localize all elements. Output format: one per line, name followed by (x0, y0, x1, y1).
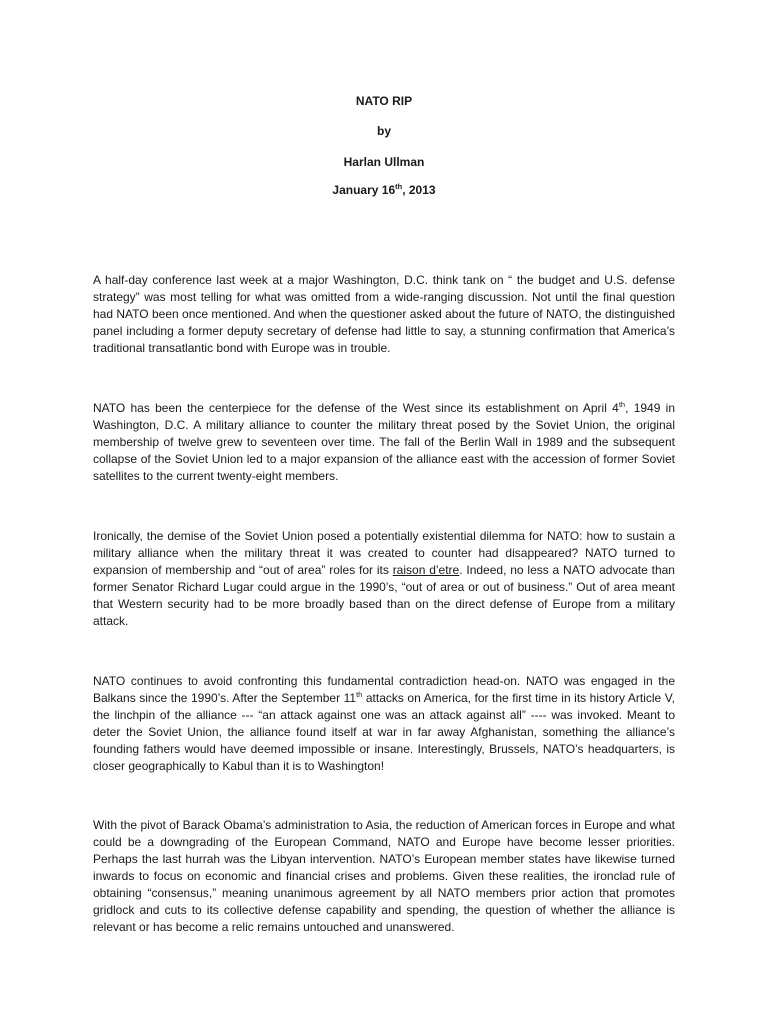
paragraph-4-part-b: attacks on America, for the first time in its history Article V, the linchpin of the alliance --- “an attack against one was an attack against all” ---- was invoked. Meant to deter the Soviet Union, the alliance found itself at war in far away Afghanistan, something the alliance’s founding fathers would have deemed impossible or insane. Interestingly, Brussels, NATO’s headquarters, is closer geographically to Kabul than it is to Washington! (93, 691, 675, 773)
paragraph-5: With the pivot of Barack Obama’s administration to Asia, the reduction of American forces in Europe and what could be a downgrading of the European Command, NATO and Europe have become lesser priorities. Perhaps the last hurrah was the Libyan intervention. NATO’s European member states have likewise turned inwards to focus on economic and financial crises and problems. Given these realities, the ironclad rule of obtaining “consensus,” meaning unanimous agreement by all NATO members prior action that promotes gridlock and cuts to its collective defense capability and spending, the question of whether the alliance is relevant or has become a relic remains untouched and unanswered. (93, 818, 675, 934)
date-suffix: , 2013 (402, 183, 436, 197)
author-name: Harlan Ullman (343, 155, 425, 169)
date-prefix: January 16 (332, 183, 396, 197)
paragraph-2-superscript: th (618, 400, 626, 409)
document-title: NATO RIP (355, 94, 413, 108)
paragraph-2 (93, 400, 675, 485)
paragraph-2-part-a: NATO has been the centerpiece for the defense of the West since its establishment on April 4 (93, 401, 619, 415)
publication-date (0, 183, 768, 197)
underlined-phrase: raison d’etre (392, 563, 460, 577)
paragraph-4 (93, 673, 675, 775)
paragraph-3-part-a: Ironically, the demise of the Soviet Union posed a potentially existential dilemma for NATO: how to sustain a military alliance when the military threat it was created to counter had disappeared? NATO turned to expansion of membership and “out of area” roles for its (93, 529, 675, 577)
paragraph-2-part-b: , 1949 in Washington, D.C. A military alliance to counter the military threat posed by the Soviet Union, the original membership of twelve grew to seventeen over time. The fall of the Berlin Wall in 1989 and the subsequent collapse of the Soviet Union led to a major expansion of the alliance east with the accession of former Soviet satellites to the current twenty-eight members. (93, 401, 675, 483)
paragraph-1: A half-day conference last week at a major Washington, D.C. think tank on “ the budget and U.S. defense strategy” was most telling for what was omitted from a wide-ranging discussion. Not until the final question had NATO been once mentioned. And when the questioner asked about the future of NATO, the distinguished panel including a former deputy secretary of defense had little to say, a stunning confirmation that America’s traditional transatlantic bond with Europe was in trouble. (93, 273, 675, 355)
paragraph-4-superscript: th (356, 690, 363, 699)
byline-by: by (376, 124, 391, 138)
paragraph-4-part-a: NATO continues to avoid confronting this fundamental contradiction head-on. NATO was engaged in the Balkans since the 1990’s. After the September 11 (93, 674, 675, 705)
paragraph-3-part-b: . Indeed, no less a NATO advocate than former Senator Richard Lugar could argue in the 1990’s, “out of area or out of business.” Out of area meant that Western security had to be more broadly based than on the direct defense of Europe from a military attack. (93, 563, 675, 628)
paragraph-3 (93, 528, 675, 630)
date-superscript: th (395, 182, 403, 191)
